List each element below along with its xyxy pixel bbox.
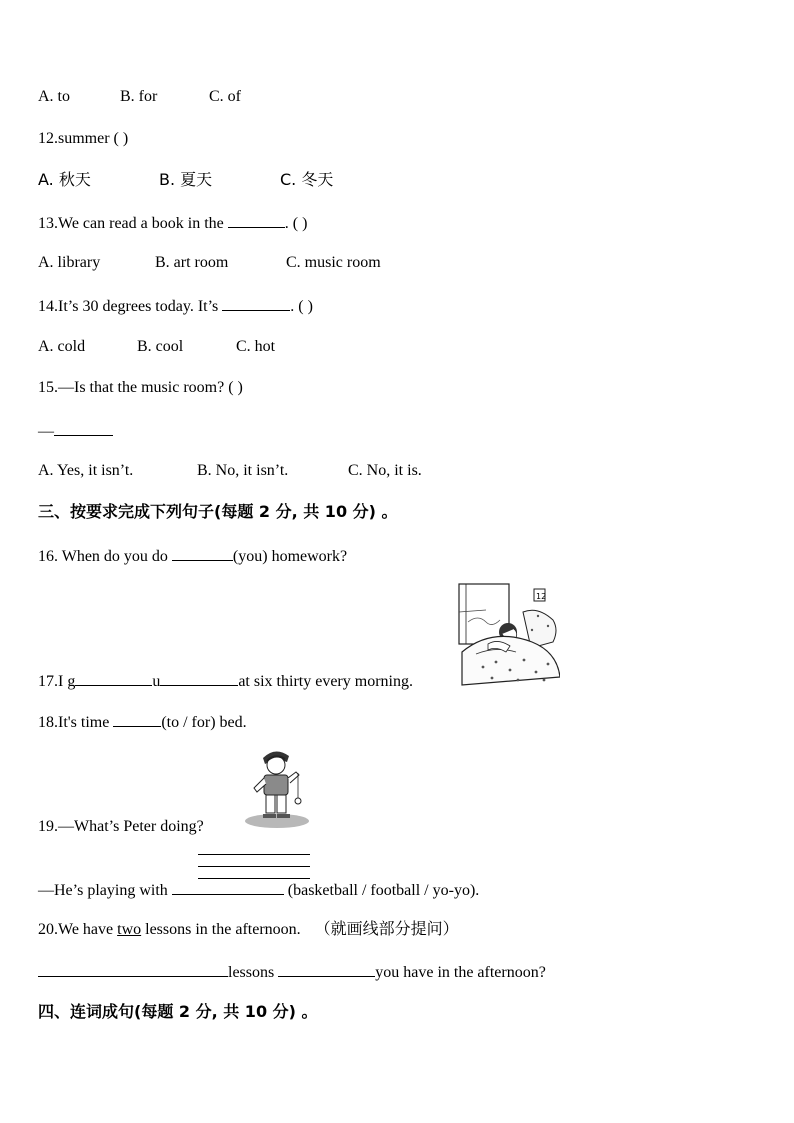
clock-label: 12 xyxy=(536,592,547,601)
q20-answer xyxy=(38,961,546,983)
q20-text-a: 20.We have xyxy=(38,921,118,938)
peter-yoyo-illustration xyxy=(243,748,315,830)
q16-blank[interactable] xyxy=(172,545,233,561)
q19-question: 19.—What’s Peter doing? xyxy=(38,818,204,835)
q20-blank-2[interactable] xyxy=(278,961,375,977)
q15-option-a[interactable]: A. Yes, it isn’t. xyxy=(38,462,134,479)
q13-text-b: . ( ) xyxy=(284,215,308,232)
q13-option-c[interactable]: C. music room xyxy=(286,254,381,271)
q19-answer-line-1[interactable] xyxy=(198,854,310,855)
q18-blank[interactable] xyxy=(113,711,161,727)
q12-option-c[interactable]: C. 冬天 xyxy=(280,170,334,189)
q13-option-b[interactable]: B. art room xyxy=(155,254,229,271)
q14-option-b[interactable]: B. cool xyxy=(137,338,184,355)
q17 xyxy=(38,670,413,692)
q19-answer-text-a: —He’s playing with xyxy=(38,882,172,899)
q17-blank-2[interactable] xyxy=(160,670,238,686)
q12-option-a[interactable]: A. 秋天 xyxy=(38,170,91,189)
q14-option-c[interactable]: C. hot xyxy=(236,338,276,355)
q15-options xyxy=(38,461,422,481)
q12-stem: 12.summer ( ) xyxy=(38,130,129,147)
section3-heading: 三、按要求完成下列句子(每题 2 分, 共 10 分) 。 xyxy=(38,502,398,521)
q15-option-b[interactable]: B. No, it isn’t. xyxy=(197,462,289,479)
q17-text-a: 17.I g xyxy=(38,673,76,690)
q12-options xyxy=(38,170,333,190)
q19-answer xyxy=(38,879,479,901)
q17-text-b: u xyxy=(152,673,161,690)
q16 xyxy=(38,545,347,567)
q13-stem xyxy=(38,212,307,234)
q17-text-c: at six thirty every morning. xyxy=(238,673,413,690)
q14-stem xyxy=(38,295,313,317)
q20-text-b: lessons in the afternoon. xyxy=(141,921,301,938)
q14-text-b: . ( ) xyxy=(290,298,313,315)
q14-blank[interactable] xyxy=(222,295,290,311)
section4-heading: 四、连词成句(每题 2 分, 共 10 分) 。 xyxy=(38,1002,318,1021)
q20 xyxy=(38,919,459,940)
q20-line2-text-a: lessons xyxy=(228,964,279,981)
q18-text-b: (to / for) bed. xyxy=(161,714,247,731)
q14-options xyxy=(38,337,275,357)
q11-option-b[interactable]: B. for xyxy=(120,88,158,105)
q18-text-a: 18.It's time xyxy=(38,714,114,731)
q16-text-b: (you) homework? xyxy=(232,548,348,565)
q20-line2-text-b: you have in the afternoon? xyxy=(375,964,546,981)
q13-option-a[interactable]: A. library xyxy=(38,254,101,271)
q19-answer-line-2[interactable] xyxy=(198,866,310,867)
q15-dash: — xyxy=(38,423,54,440)
q14-text-a: 14.It’s 30 degrees today. It’s xyxy=(38,298,223,315)
q15-option-c[interactable]: C. No, it is. xyxy=(348,462,422,479)
q19-answer-blank[interactable] xyxy=(172,879,284,895)
q20-underlined-word: two xyxy=(117,921,142,938)
q11-option-a[interactable]: A. to xyxy=(38,88,70,105)
q15-answer-line xyxy=(38,420,113,442)
q13-blank[interactable] xyxy=(228,212,285,228)
boy-in-bed-illustration xyxy=(458,582,560,688)
q13-text-a: 13.We can read a book in the xyxy=(38,215,228,232)
q18 xyxy=(38,711,247,733)
q17-blank-1[interactable] xyxy=(75,670,152,686)
q11-option-c[interactable]: C. of xyxy=(209,88,241,105)
q16-text-a: 16. When do you do xyxy=(38,548,172,565)
q15-stem: 15.—Is that the music room? ( ) xyxy=(38,379,243,396)
q11-options xyxy=(38,87,241,107)
q14-option-a[interactable]: A. cold xyxy=(38,338,86,355)
q20-instruction: （就画线部分提问） xyxy=(314,919,459,938)
q19-answer-text-b: (basketball / football / yo-yo). xyxy=(283,882,480,899)
q15-blank[interactable] xyxy=(54,420,113,436)
q12-option-b[interactable]: B. 夏天 xyxy=(159,170,213,189)
q13-options xyxy=(38,253,381,273)
q20-blank-1[interactable] xyxy=(38,961,228,977)
